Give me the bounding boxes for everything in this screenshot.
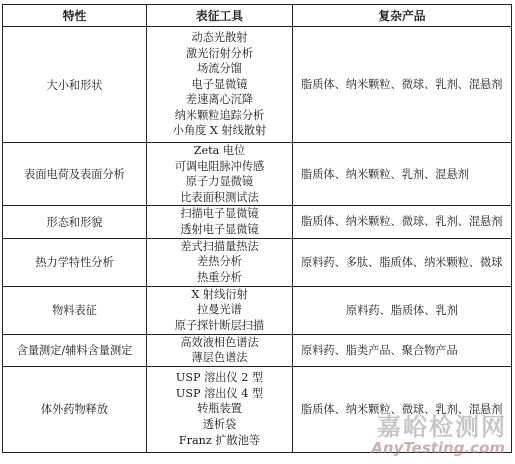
watermark-cn: 嘉峪检测网 <box>377 413 507 441</box>
tool-item: 比表面积测试法 <box>180 190 259 204</box>
watermark-en: AnyTesting.com <box>371 439 505 457</box>
tool-item: 拉曼光谱 <box>197 303 242 317</box>
header-tools: 表征工具 <box>147 5 293 27</box>
tool-item: 高效液相色谱法 <box>180 335 259 349</box>
feature-cell: 体外药物释放 <box>3 366 147 452</box>
tool-item: 小角度 X 射线散射 <box>172 124 267 138</box>
tool-item: 可调电阻脉冲传感 <box>174 159 265 173</box>
tools-cell <box>147 286 293 334</box>
feature-cell: 形态和形貌 <box>3 206 147 238</box>
tool-item: USP 溶出仪 2 型 <box>175 371 264 385</box>
tool-item: 原子力显微镜 <box>185 175 254 189</box>
products-cell: 脂质体、纳米颗粒、乳剂、混悬剂 <box>293 143 512 206</box>
header-row <box>3 5 512 27</box>
header-products: 复杂产品 <box>293 5 512 27</box>
table-row <box>3 206 512 238</box>
products-cell: 原料药、脂质体、乳剂 <box>293 286 512 334</box>
products-cell: 脂质体、纳米颗粒、微球、乳剂、混悬剂 <box>293 366 512 452</box>
feature-cell: 含量测定/辅料含量测定 <box>3 334 147 366</box>
products-cell: 原料药、多肽、脂质体、纳米颗粒、微球 <box>293 238 512 286</box>
tools-cell <box>147 366 293 452</box>
feature-cell: 物料表征 <box>3 286 147 334</box>
tool-item: 原子探针断层扫描 <box>174 318 265 332</box>
tools-cell <box>147 27 293 143</box>
tool-item: 动态光散射 <box>191 30 248 44</box>
tool-item: X 射线衍射 <box>191 287 248 301</box>
characterization-table <box>2 4 512 453</box>
feature-cell: 表面电荷及表面分析 <box>3 143 147 206</box>
tool-item: 场流分馏 <box>197 62 242 76</box>
tool-item: 转瓶装置 <box>197 402 242 416</box>
tool-item: Franz 扩散池等 <box>178 433 261 447</box>
tool-item: 热重分析 <box>197 270 242 284</box>
tool-item: 激光衍射分析 <box>185 46 254 60</box>
tool-item: 透射电子显微镜 <box>180 222 259 236</box>
tool-item: 扫描电子显微镜 <box>180 207 259 221</box>
table-row <box>3 143 512 206</box>
tools-cell <box>147 206 293 238</box>
products-cell: 脂质体、纳米颗粒、微球、乳剂、混悬剂 <box>293 206 512 238</box>
tool-item: 电子显微镜 <box>191 77 248 91</box>
tools-cell <box>147 238 293 286</box>
tool-item: 差速离心沉降 <box>185 93 254 107</box>
feature-cell: 热力学特性分析 <box>3 238 147 286</box>
tool-item: 薄层色谱法 <box>191 351 248 365</box>
table-row <box>3 366 512 452</box>
tools-cell <box>147 143 293 206</box>
table-row <box>3 27 512 143</box>
feature-cell: 大小和形状 <box>3 27 147 143</box>
tool-item: 差式扫描量热法 <box>180 239 259 253</box>
table-row <box>3 286 512 334</box>
tool-item: USP 溶出仪 4 型 <box>175 386 264 400</box>
header-feature: 特性 <box>3 5 147 27</box>
products-cell: 脂质体、纳米颗粒、微球、乳剂、混悬剂 <box>293 27 512 143</box>
products-cell: 原料药、脂类产品、聚合物产品 <box>293 334 512 366</box>
tool-item: 纳米颗粒追踪分析 <box>174 108 265 122</box>
table-row <box>3 238 512 286</box>
tool-item: Zeta 电位 <box>193 144 246 157</box>
tool-item: 透析袋 <box>202 418 237 432</box>
tool-item: 差热分析 <box>197 255 242 269</box>
tools-cell <box>147 334 293 366</box>
table-row <box>3 334 512 366</box>
